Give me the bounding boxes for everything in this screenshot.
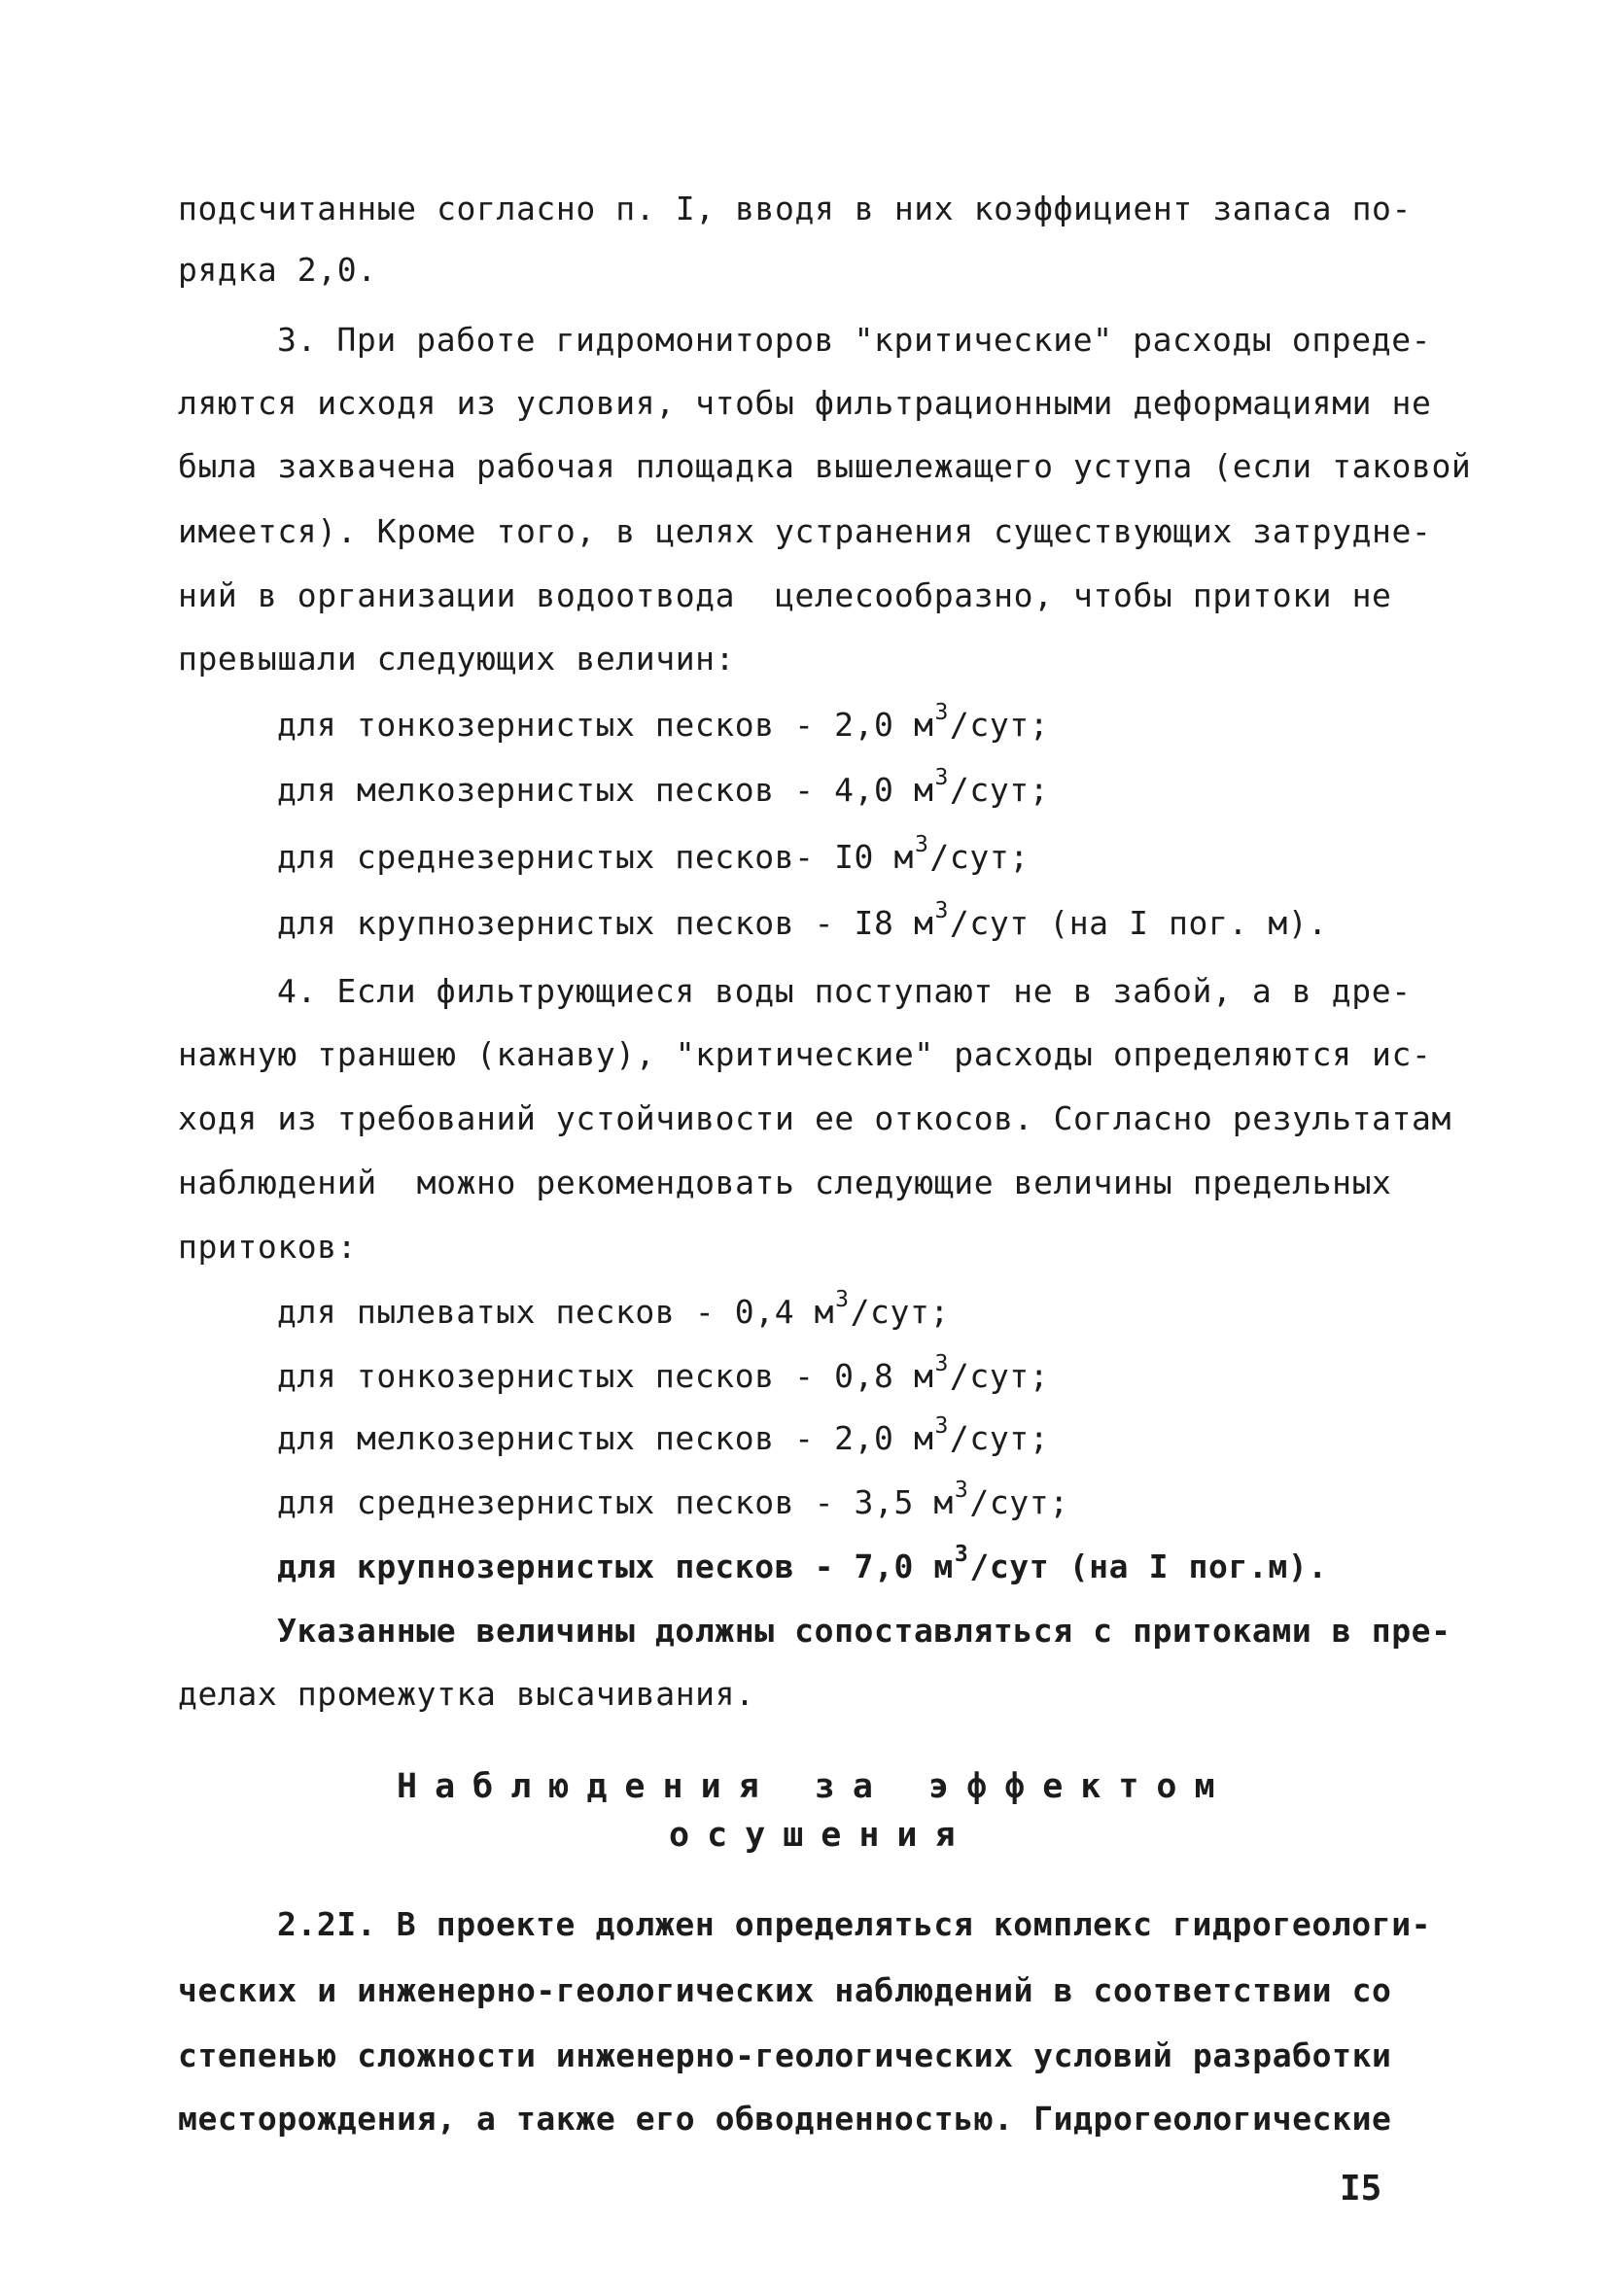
list-item	[277, 1287, 950, 1336]
section-heading-line-2: осушения	[669, 1816, 973, 1855]
list-item-unit: /сут (на I пог.м).	[969, 1548, 1328, 1585]
list-item-unit: /сут;	[949, 1419, 1050, 1457]
text-line: превышали следующих величин:	[178, 640, 736, 678]
list-item	[277, 1413, 1050, 1462]
text-line: притоков:	[178, 1228, 358, 1266]
list-item-text: для среднезернистых песков - 3,5 м	[277, 1483, 954, 1521]
list-item	[277, 700, 1050, 748]
superscript: 3	[934, 1351, 949, 1376]
list-item	[277, 832, 1030, 881]
list-item-unit: /сут;	[949, 706, 1050, 744]
list-item-unit: /сут;	[969, 1483, 1069, 1521]
text-line: была захвачена рабочая площадка вышележащего уступа (если таковой	[178, 447, 1472, 485]
paragraph-221-first-line: 2.2I. В проекте должен определяться комплекс гидрогеологи-	[277, 1905, 1432, 1943]
superscript: 3	[934, 700, 949, 725]
text-line: Указанные величины должны сопоставляться с притоками в пре-	[277, 1612, 1451, 1650]
text-line: ходя из требований устойчивости ее откосов. Согласно результатам	[178, 1099, 1451, 1137]
list-item-text: для мелкозернистых песков - 4,0 м	[277, 771, 934, 809]
list-item	[277, 765, 1050, 814]
superscript: 3	[954, 1478, 969, 1503]
text-line: месторождения, а также его обводненностью. Гидрогеологические	[178, 2100, 1392, 2138]
text-line: подсчитанные согласно п. I, вводя в них коэффициент запаса по-	[178, 190, 1412, 227]
list-item-text: для пылеватых песков - 0,4 м	[277, 1293, 835, 1331]
list-item-text: для тонкозернистых песков - 2,0 м	[277, 706, 934, 744]
list-item-unit: /сут (на I пог. м).	[949, 904, 1328, 942]
list-item	[277, 1478, 1069, 1526]
list-item	[277, 1351, 1050, 1400]
list-item-unit: /сут;	[949, 1357, 1050, 1395]
list-item-unit: /сут;	[949, 771, 1050, 809]
section-heading-line-1: Наблюдения за эффектом	[397, 1767, 1233, 1806]
text-line: делах промежутка высачивания.	[178, 1675, 755, 1713]
superscript: 3	[934, 1413, 949, 1439]
text-line: нажную траншею (канаву), "критические" расходы определяются ис-	[178, 1035, 1432, 1073]
superscript: 3	[954, 1542, 969, 1567]
list-item	[277, 898, 1328, 947]
list-item	[277, 1542, 1328, 1590]
paragraph-4-first-line: 4. Если фильтрующиеся воды поступают не в забой, а в дре-	[277, 972, 1412, 1010]
superscript: 3	[914, 832, 929, 857]
list-item-text: для крупнозернистых песков - 7,0 м	[277, 1548, 954, 1585]
paragraph-3-first-line: 3. При работе гидромониторов "критические" расходы опреде-	[277, 321, 1432, 359]
superscript: 3	[934, 898, 949, 923]
text-line: наблюдений можно рекомендовать следующие величины предельных	[178, 1164, 1392, 1201]
superscript: 3	[835, 1287, 850, 1312]
text-line: рядка 2,0.	[178, 251, 377, 289]
list-item-unit: /сут;	[850, 1293, 950, 1331]
text-line: ляются исходя из условия, чтобы фильтрационными деформациями не	[178, 384, 1432, 422]
list-item-text: для мелкозернистых песков - 2,0 м	[277, 1419, 934, 1457]
text-line: имеется). Кроме того, в целях устранения существующих затрудне-	[178, 512, 1432, 550]
superscript: 3	[934, 765, 949, 790]
list-item-text: для крупнозернистых песков - I8 м	[277, 904, 934, 942]
page-number: I5	[1340, 2169, 1382, 2209]
text-line: ний в организации водоотвода целесообразно, чтобы притоки не	[178, 576, 1392, 614]
text-line: степенью сложности инженерно-геологических условий разработки	[178, 2036, 1392, 2074]
list-item-text: для среднезернистых песков- I0 м	[277, 838, 914, 876]
list-item-unit: /сут;	[929, 838, 1030, 876]
text-line: ческих и инженерно-геологических наблюдений в соответствии со	[178, 1971, 1392, 2009]
list-item-text: для тонкозернистых песков - 0,8 м	[277, 1357, 934, 1395]
